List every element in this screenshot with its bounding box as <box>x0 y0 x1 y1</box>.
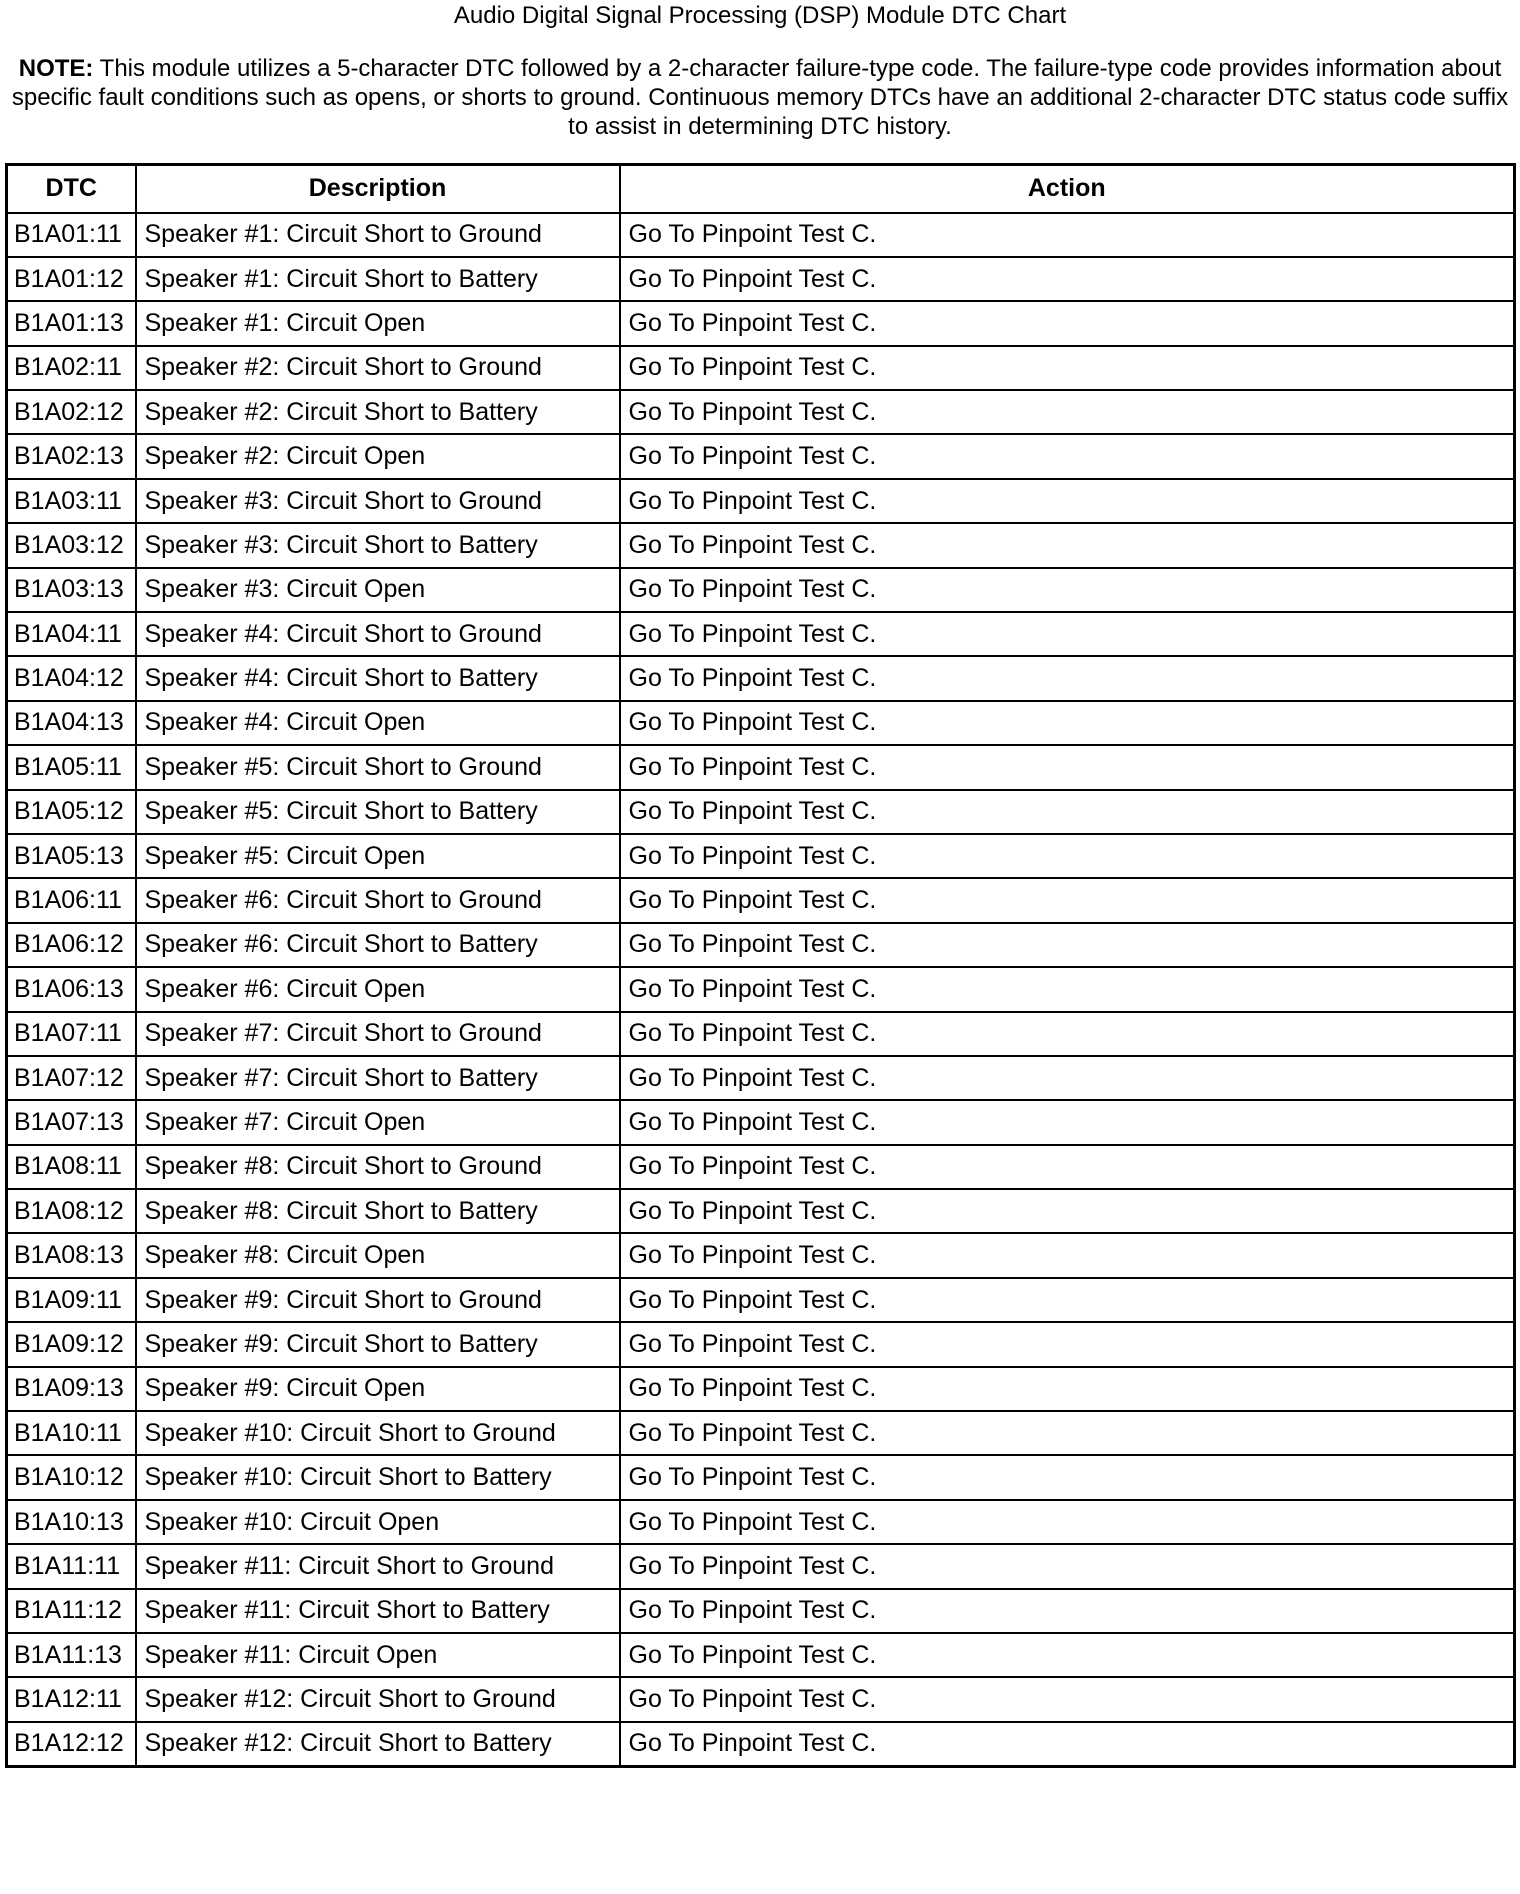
dtc-code-cell: B1A05:12 <box>7 790 136 834</box>
table-row <box>7 1722 1515 1766</box>
description-cell: Speaker #1: Circuit Short to Battery <box>136 257 620 301</box>
table-row <box>7 701 1515 745</box>
dtc-code-cell: B1A09:13 <box>7 1367 136 1411</box>
action-cell: Go To Pinpoint Test C. <box>620 1100 1515 1144</box>
table-row <box>7 479 1515 523</box>
dtc-table <box>5 163 1516 1768</box>
action-cell: Go To Pinpoint Test C. <box>620 745 1515 789</box>
action-cell: Go To Pinpoint Test C. <box>620 1189 1515 1233</box>
table-row <box>7 790 1515 834</box>
table-row <box>7 1278 1515 1322</box>
action-cell: Go To Pinpoint Test C. <box>620 923 1515 967</box>
table-body <box>7 213 1515 1767</box>
table-header-row <box>7 165 1515 213</box>
description-cell: Speaker #11: Circuit Short to Battery <box>136 1589 620 1633</box>
table-row <box>7 257 1515 301</box>
action-cell: Go To Pinpoint Test C. <box>620 1544 1515 1588</box>
note-text: This module utilizes a 5-character DTC followed by a 2-character failure-type code. The failure-type code provides information about specific fault conditions such as opens, or shorts to ground. Continuous memory DTCs have an additional 2-character DTC status code suffix to assist in determining DTC history. <box>11 55 1509 140</box>
table-row <box>7 1012 1515 1056</box>
table-row <box>7 834 1515 878</box>
dtc-code-cell: B1A07:13 <box>7 1100 136 1144</box>
table-row <box>7 568 1515 612</box>
action-cell: Go To Pinpoint Test C. <box>620 346 1515 390</box>
description-cell: Speaker #9: Circuit Short to Battery <box>136 1322 620 1366</box>
action-cell: Go To Pinpoint Test C. <box>620 479 1515 523</box>
description-cell: Speaker #7: Circuit Short to Ground <box>136 1012 620 1056</box>
description-cell: Speaker #8: Circuit Open <box>136 1233 620 1277</box>
dtc-code-cell: B1A04:13 <box>7 701 136 745</box>
dtc-code-cell: B1A01:11 <box>7 213 136 257</box>
description-cell: Speaker #5: Circuit Short to Battery <box>136 790 620 834</box>
table-row <box>7 612 1515 656</box>
table-row <box>7 1056 1515 1100</box>
action-cell: Go To Pinpoint Test C. <box>620 1367 1515 1411</box>
table-row <box>7 301 1515 345</box>
table-row <box>7 923 1515 967</box>
action-cell: Go To Pinpoint Test C. <box>620 878 1515 922</box>
dtc-code-cell: B1A06:13 <box>7 967 136 1011</box>
action-cell: Go To Pinpoint Test C. <box>620 656 1515 700</box>
table-row <box>7 1544 1515 1588</box>
action-cell: Go To Pinpoint Test C. <box>620 1589 1515 1633</box>
dtc-code-cell: B1A07:11 <box>7 1012 136 1056</box>
dtc-code-cell: B1A09:12 <box>7 1322 136 1366</box>
description-cell: Speaker #3: Circuit Short to Ground <box>136 479 620 523</box>
note-paragraph <box>10 54 1510 141</box>
description-cell: Speaker #5: Circuit Open <box>136 834 620 878</box>
action-cell: Go To Pinpoint Test C. <box>620 1145 1515 1189</box>
dtc-code-cell: B1A09:11 <box>7 1278 136 1322</box>
dtc-code-cell: B1A05:11 <box>7 745 136 789</box>
action-cell: Go To Pinpoint Test C. <box>620 790 1515 834</box>
action-cell: Go To Pinpoint Test C. <box>620 523 1515 567</box>
dtc-code-cell: B1A01:12 <box>7 257 136 301</box>
action-cell: Go To Pinpoint Test C. <box>620 434 1515 478</box>
table-row <box>7 1145 1515 1189</box>
dtc-code-cell: B1A05:13 <box>7 834 136 878</box>
table-row <box>7 878 1515 922</box>
dtc-code-cell: B1A11:12 <box>7 1589 136 1633</box>
dtc-code-cell: B1A02:11 <box>7 346 136 390</box>
table-row <box>7 1500 1515 1544</box>
column-header-description: Description <box>136 165 620 213</box>
dtc-code-cell: B1A11:13 <box>7 1633 136 1677</box>
dtc-code-cell: B1A06:12 <box>7 923 136 967</box>
description-cell: Speaker #12: Circuit Short to Ground <box>136 1677 620 1721</box>
table-row <box>7 1633 1515 1677</box>
dtc-code-cell: B1A06:11 <box>7 878 136 922</box>
description-cell: Speaker #10: Circuit Short to Ground <box>136 1411 620 1455</box>
dtc-code-cell: B1A12:12 <box>7 1722 136 1766</box>
dtc-code-cell: B1A02:12 <box>7 390 136 434</box>
description-cell: Speaker #6: Circuit Short to Battery <box>136 923 620 967</box>
action-cell: Go To Pinpoint Test C. <box>620 1278 1515 1322</box>
table-row <box>7 1455 1515 1499</box>
action-cell: Go To Pinpoint Test C. <box>620 1056 1515 1100</box>
action-cell: Go To Pinpoint Test C. <box>620 967 1515 1011</box>
description-cell: Speaker #2: Circuit Short to Ground <box>136 346 620 390</box>
description-cell: Speaker #6: Circuit Open <box>136 967 620 1011</box>
table-row <box>7 1677 1515 1721</box>
dtc-code-cell: B1A04:11 <box>7 612 136 656</box>
action-cell: Go To Pinpoint Test C. <box>620 301 1515 345</box>
description-cell: Speaker #3: Circuit Open <box>136 568 620 612</box>
description-cell: Speaker #7: Circuit Short to Battery <box>136 1056 620 1100</box>
action-cell: Go To Pinpoint Test C. <box>620 1455 1515 1499</box>
action-cell: Go To Pinpoint Test C. <box>620 1677 1515 1721</box>
dtc-code-cell: B1A07:12 <box>7 1056 136 1100</box>
action-cell: Go To Pinpoint Test C. <box>620 1500 1515 1544</box>
column-header-action: Action <box>620 165 1515 213</box>
dtc-code-cell: B1A03:13 <box>7 568 136 612</box>
column-header-dtc: DTC <box>7 165 136 213</box>
description-cell: Speaker #4: Circuit Short to Ground <box>136 612 620 656</box>
action-cell: Go To Pinpoint Test C. <box>620 390 1515 434</box>
description-cell: Speaker #6: Circuit Short to Ground <box>136 878 620 922</box>
dtc-code-cell: B1A04:12 <box>7 656 136 700</box>
dtc-code-cell: B1A11:11 <box>7 1544 136 1588</box>
dtc-code-cell: B1A03:11 <box>7 479 136 523</box>
table-row <box>7 1367 1515 1411</box>
table-row <box>7 967 1515 1011</box>
dtc-code-cell: B1A01:13 <box>7 301 136 345</box>
description-cell: Speaker #2: Circuit Open <box>136 434 620 478</box>
action-cell: Go To Pinpoint Test C. <box>620 1411 1515 1455</box>
description-cell: Speaker #9: Circuit Short to Ground <box>136 1278 620 1322</box>
description-cell: Speaker #1: Circuit Open <box>136 301 620 345</box>
action-cell: Go To Pinpoint Test C. <box>620 1233 1515 1277</box>
dtc-code-cell: B1A12:11 <box>7 1677 136 1721</box>
description-cell: Speaker #12: Circuit Short to Battery <box>136 1722 620 1766</box>
description-cell: Speaker #8: Circuit Short to Ground <box>136 1145 620 1189</box>
action-cell: Go To Pinpoint Test C. <box>620 1722 1515 1766</box>
description-cell: Speaker #7: Circuit Open <box>136 1100 620 1144</box>
description-cell: Speaker #11: Circuit Open <box>136 1633 620 1677</box>
action-cell: Go To Pinpoint Test C. <box>620 701 1515 745</box>
action-cell: Go To Pinpoint Test C. <box>620 834 1515 878</box>
description-cell: Speaker #5: Circuit Short to Ground <box>136 745 620 789</box>
action-cell: Go To Pinpoint Test C. <box>620 612 1515 656</box>
note-label: NOTE: <box>18 55 94 82</box>
table-row <box>7 434 1515 478</box>
dtc-code-cell: B1A10:12 <box>7 1455 136 1499</box>
description-cell: Speaker #3: Circuit Short to Battery <box>136 523 620 567</box>
table-row <box>7 390 1515 434</box>
action-cell: Go To Pinpoint Test C. <box>620 257 1515 301</box>
action-cell: Go To Pinpoint Test C. <box>620 568 1515 612</box>
table-row <box>7 346 1515 390</box>
description-cell: Speaker #1: Circuit Short to Ground <box>136 213 620 257</box>
page-title: Audio Digital Signal Processing (DSP) Module DTC Chart <box>453 2 1067 29</box>
table-row <box>7 1411 1515 1455</box>
action-cell: Go To Pinpoint Test C. <box>620 1633 1515 1677</box>
action-cell: Go To Pinpoint Test C. <box>620 213 1515 257</box>
table-row <box>7 656 1515 700</box>
dtc-code-cell: B1A02:13 <box>7 434 136 478</box>
table-row <box>7 1589 1515 1633</box>
table-row <box>7 523 1515 567</box>
table-row <box>7 1100 1515 1144</box>
action-cell: Go To Pinpoint Test C. <box>620 1322 1515 1366</box>
action-cell: Go To Pinpoint Test C. <box>620 1012 1515 1056</box>
description-cell: Speaker #10: Circuit Open <box>136 1500 620 1544</box>
table-row <box>7 213 1515 257</box>
table-row <box>7 1189 1515 1233</box>
description-cell: Speaker #10: Circuit Short to Battery <box>136 1455 620 1499</box>
description-cell: Speaker #2: Circuit Short to Battery <box>136 390 620 434</box>
description-cell: Speaker #11: Circuit Short to Ground <box>136 1544 620 1588</box>
description-cell: Speaker #9: Circuit Open <box>136 1367 620 1411</box>
dtc-code-cell: B1A10:13 <box>7 1500 136 1544</box>
description-cell: Speaker #4: Circuit Short to Battery <box>136 656 620 700</box>
table-row <box>7 1322 1515 1366</box>
dtc-code-cell: B1A08:11 <box>7 1145 136 1189</box>
dtc-code-cell: B1A08:12 <box>7 1189 136 1233</box>
description-cell: Speaker #8: Circuit Short to Battery <box>136 1189 620 1233</box>
dtc-code-cell: B1A10:11 <box>7 1411 136 1455</box>
table-row <box>7 745 1515 789</box>
dtc-code-cell: B1A03:12 <box>7 523 136 567</box>
table-row <box>7 1233 1515 1277</box>
description-cell: Speaker #4: Circuit Open <box>136 701 620 745</box>
dtc-code-cell: B1A08:13 <box>7 1233 136 1277</box>
